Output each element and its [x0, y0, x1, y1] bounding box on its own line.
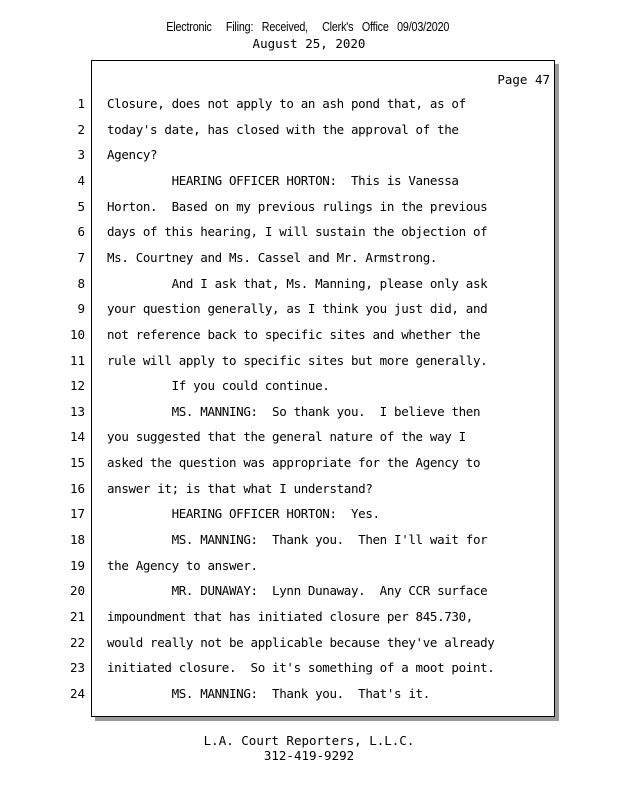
line-number: 1: [77, 96, 85, 111]
line-number: 16: [69, 481, 85, 496]
line-number: 12: [69, 378, 85, 393]
transcript-line: days of this hearing, I will sustain the objection of: [107, 224, 488, 239]
transcript-line: today's date, has closed with the approval of the: [107, 122, 459, 137]
transcript-line: MS. MANNING: Thank you. That's it.: [107, 686, 430, 701]
line-number: 23: [69, 660, 85, 675]
transcript-line: MR. DUNAWAY: Lynn Dunaway. Any CCR surface: [107, 583, 488, 598]
transcript-line: Closure, does not apply to an ash pond that, as of: [107, 96, 466, 111]
transcript-line: asked the question was appropriate for the Agency to: [107, 455, 481, 470]
line-number: 20: [69, 583, 85, 598]
transcript-line: HEARING OFFICER HORTON: This is Vanessa: [107, 173, 459, 188]
transcript-line: Horton. Based on my previous rulings in the previous: [107, 199, 488, 214]
transcript-line: you suggested that the general nature of the way I: [107, 429, 466, 444]
transcript-line: Agency?: [107, 147, 158, 162]
transcript-line: rule will apply to specific sites but more generally.: [107, 353, 488, 368]
line-number: 21: [69, 609, 85, 624]
line-number: 7: [77, 250, 85, 265]
line-number: 4: [77, 173, 85, 188]
transcript-line: your question generally, as I think you just did, and: [107, 301, 488, 316]
transcript-line: impoundment that has initiated closure per 845.730,: [107, 609, 473, 624]
reporter-phone: 312-419-9292: [263, 748, 355, 763]
page-number: Page 47: [497, 72, 550, 87]
transcript-line: initiated closure. So it's something of a moot point.: [107, 660, 495, 675]
line-number: 15: [69, 455, 85, 470]
transcript-date: August 25, 2020: [252, 36, 366, 51]
transcript-line: the Agency to answer.: [107, 558, 258, 573]
transcript-line: MS. MANNING: Thank you. Then I'll wait for: [107, 532, 488, 547]
transcript-line: If you could continue.: [107, 378, 330, 393]
line-number: 6: [77, 224, 85, 239]
line-number: 22: [69, 635, 85, 650]
reporter-company: L.A. Court Reporters, L.L.C.: [203, 733, 415, 748]
transcript-line: would really not be applicable because they've already: [107, 635, 495, 650]
transcript-line: HEARING OFFICER HORTON: Yes.: [107, 506, 380, 521]
line-number: 24: [69, 686, 85, 701]
line-number: 18: [69, 532, 85, 547]
line-number: 3: [77, 147, 85, 162]
electronic-filing-stamp: Electronic Filing: Received, Clerk's Office 09/03/2020: [166, 20, 450, 34]
line-number: 10: [69, 327, 85, 342]
footer: [0, 733, 618, 763]
line-number: 13: [69, 404, 85, 419]
line-number: 17: [69, 506, 85, 521]
transcript-line: MS. MANNING: So thank you. I believe then: [107, 404, 481, 419]
transcript-line: Ms. Courtney and Ms. Cassel and Mr. Armstrong.: [107, 250, 438, 265]
line-number: 14: [69, 429, 85, 444]
line-number: 19: [69, 558, 85, 573]
line-number: 2: [77, 122, 85, 137]
line-number: 5: [77, 199, 85, 214]
line-number: 8: [77, 276, 85, 291]
line-number: 11: [69, 353, 85, 368]
transcript-line: And I ask that, Ms. Manning, please only ask: [107, 276, 488, 291]
line-number: 9: [77, 301, 85, 316]
transcript-line: not reference back to specific sites and whether the: [107, 327, 481, 342]
transcript-line: answer it; is that what I understand?: [107, 481, 373, 496]
